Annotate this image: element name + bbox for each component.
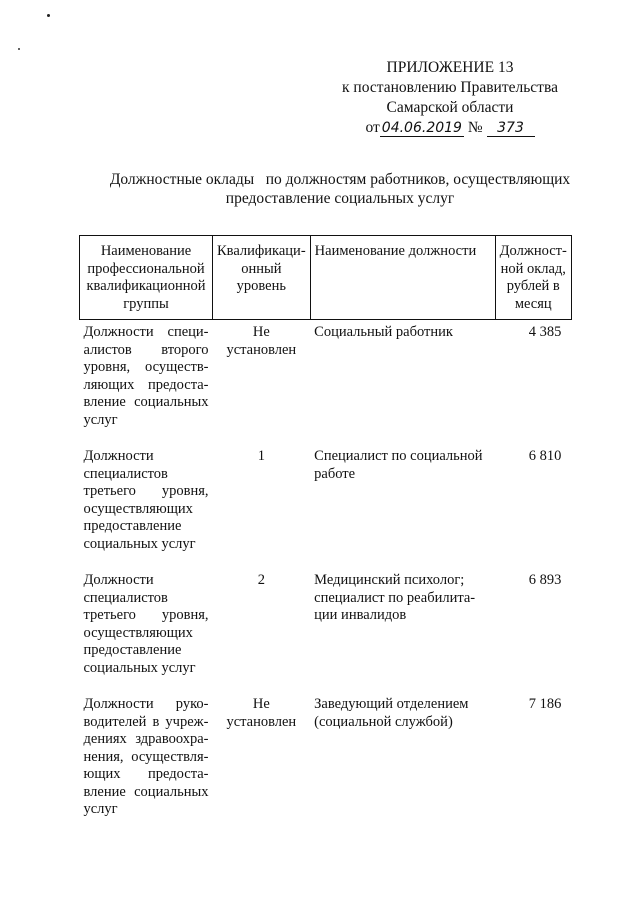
salary-table (79, 235, 572, 836)
cell-salary: 6 893 (528, 572, 562, 588)
cell-position: Медицинский психолог; специалист по реабилита-ции инвалидов (314, 572, 476, 623)
table-header-row (80, 236, 572, 320)
document-heading (60, 170, 620, 208)
cell-level: 2 (257, 572, 265, 588)
table-row (80, 320, 572, 447)
cell-group: Должности специ-алистов второго уровня, осуществ-ляющих предоста-вление социальных услуг (83, 324, 209, 428)
table-row (80, 570, 572, 694)
number-prefix: № (467, 119, 483, 136)
handwritten-number: 373 (487, 120, 535, 137)
appendix-region-line: Самарской области (386, 99, 514, 116)
cell-group: Должности специалистов третьего уровня, осуществляющих предоставление социальных услуг (83, 572, 209, 676)
header-group: Наименование профессиональной квалификационной группы (80, 236, 213, 320)
cell-level: Не установлен (226, 324, 297, 358)
appendix-resolution-line: к постановлению Правительства (342, 79, 558, 96)
scan-speck (18, 48, 20, 50)
appendix-title: ПРИЛОЖЕНИЕ 13 (386, 59, 514, 76)
appendix-date-line (330, 118, 570, 138)
salary-table-wrapper (79, 235, 572, 836)
header-position: Наименование должности (310, 236, 495, 320)
cell-group: Должности руко-водителей в учреж-дениях здравоохра-нения, осуществля-ющих предоста-вление социальных услуг (83, 696, 209, 817)
header-salary: Должност-ной оклад, рублей в месяц (495, 236, 571, 320)
date-prefix: от (365, 119, 380, 136)
cell-position: Социальный работник (314, 324, 453, 340)
cell-level: 1 (257, 448, 265, 464)
cell-salary: 6 810 (528, 448, 562, 464)
table-row (80, 694, 572, 836)
cell-salary: 4 385 (528, 324, 562, 340)
cell-position: Специалист по социальной работе (314, 448, 483, 482)
heading-line-2: предоставление социальных услуг (225, 190, 455, 207)
cell-position: Заведующий отделением (социальной службой) (314, 696, 469, 730)
table-row (80, 446, 572, 570)
cell-salary: 7 186 (528, 696, 562, 712)
cell-group: Должности специалистов третьего уровня, осуществляющих предоставление социальных услуг (83, 448, 209, 552)
appendix-block (330, 58, 570, 138)
scan-speck (47, 14, 50, 17)
header-level: Квалификаци-онный уровень (213, 236, 311, 320)
heading-line-1: Должностные оклады по должностям работников, осуществляющих (109, 171, 571, 188)
handwritten-date: 04.06.2019 (381, 120, 462, 136)
cell-level: Не установлен (226, 696, 297, 730)
